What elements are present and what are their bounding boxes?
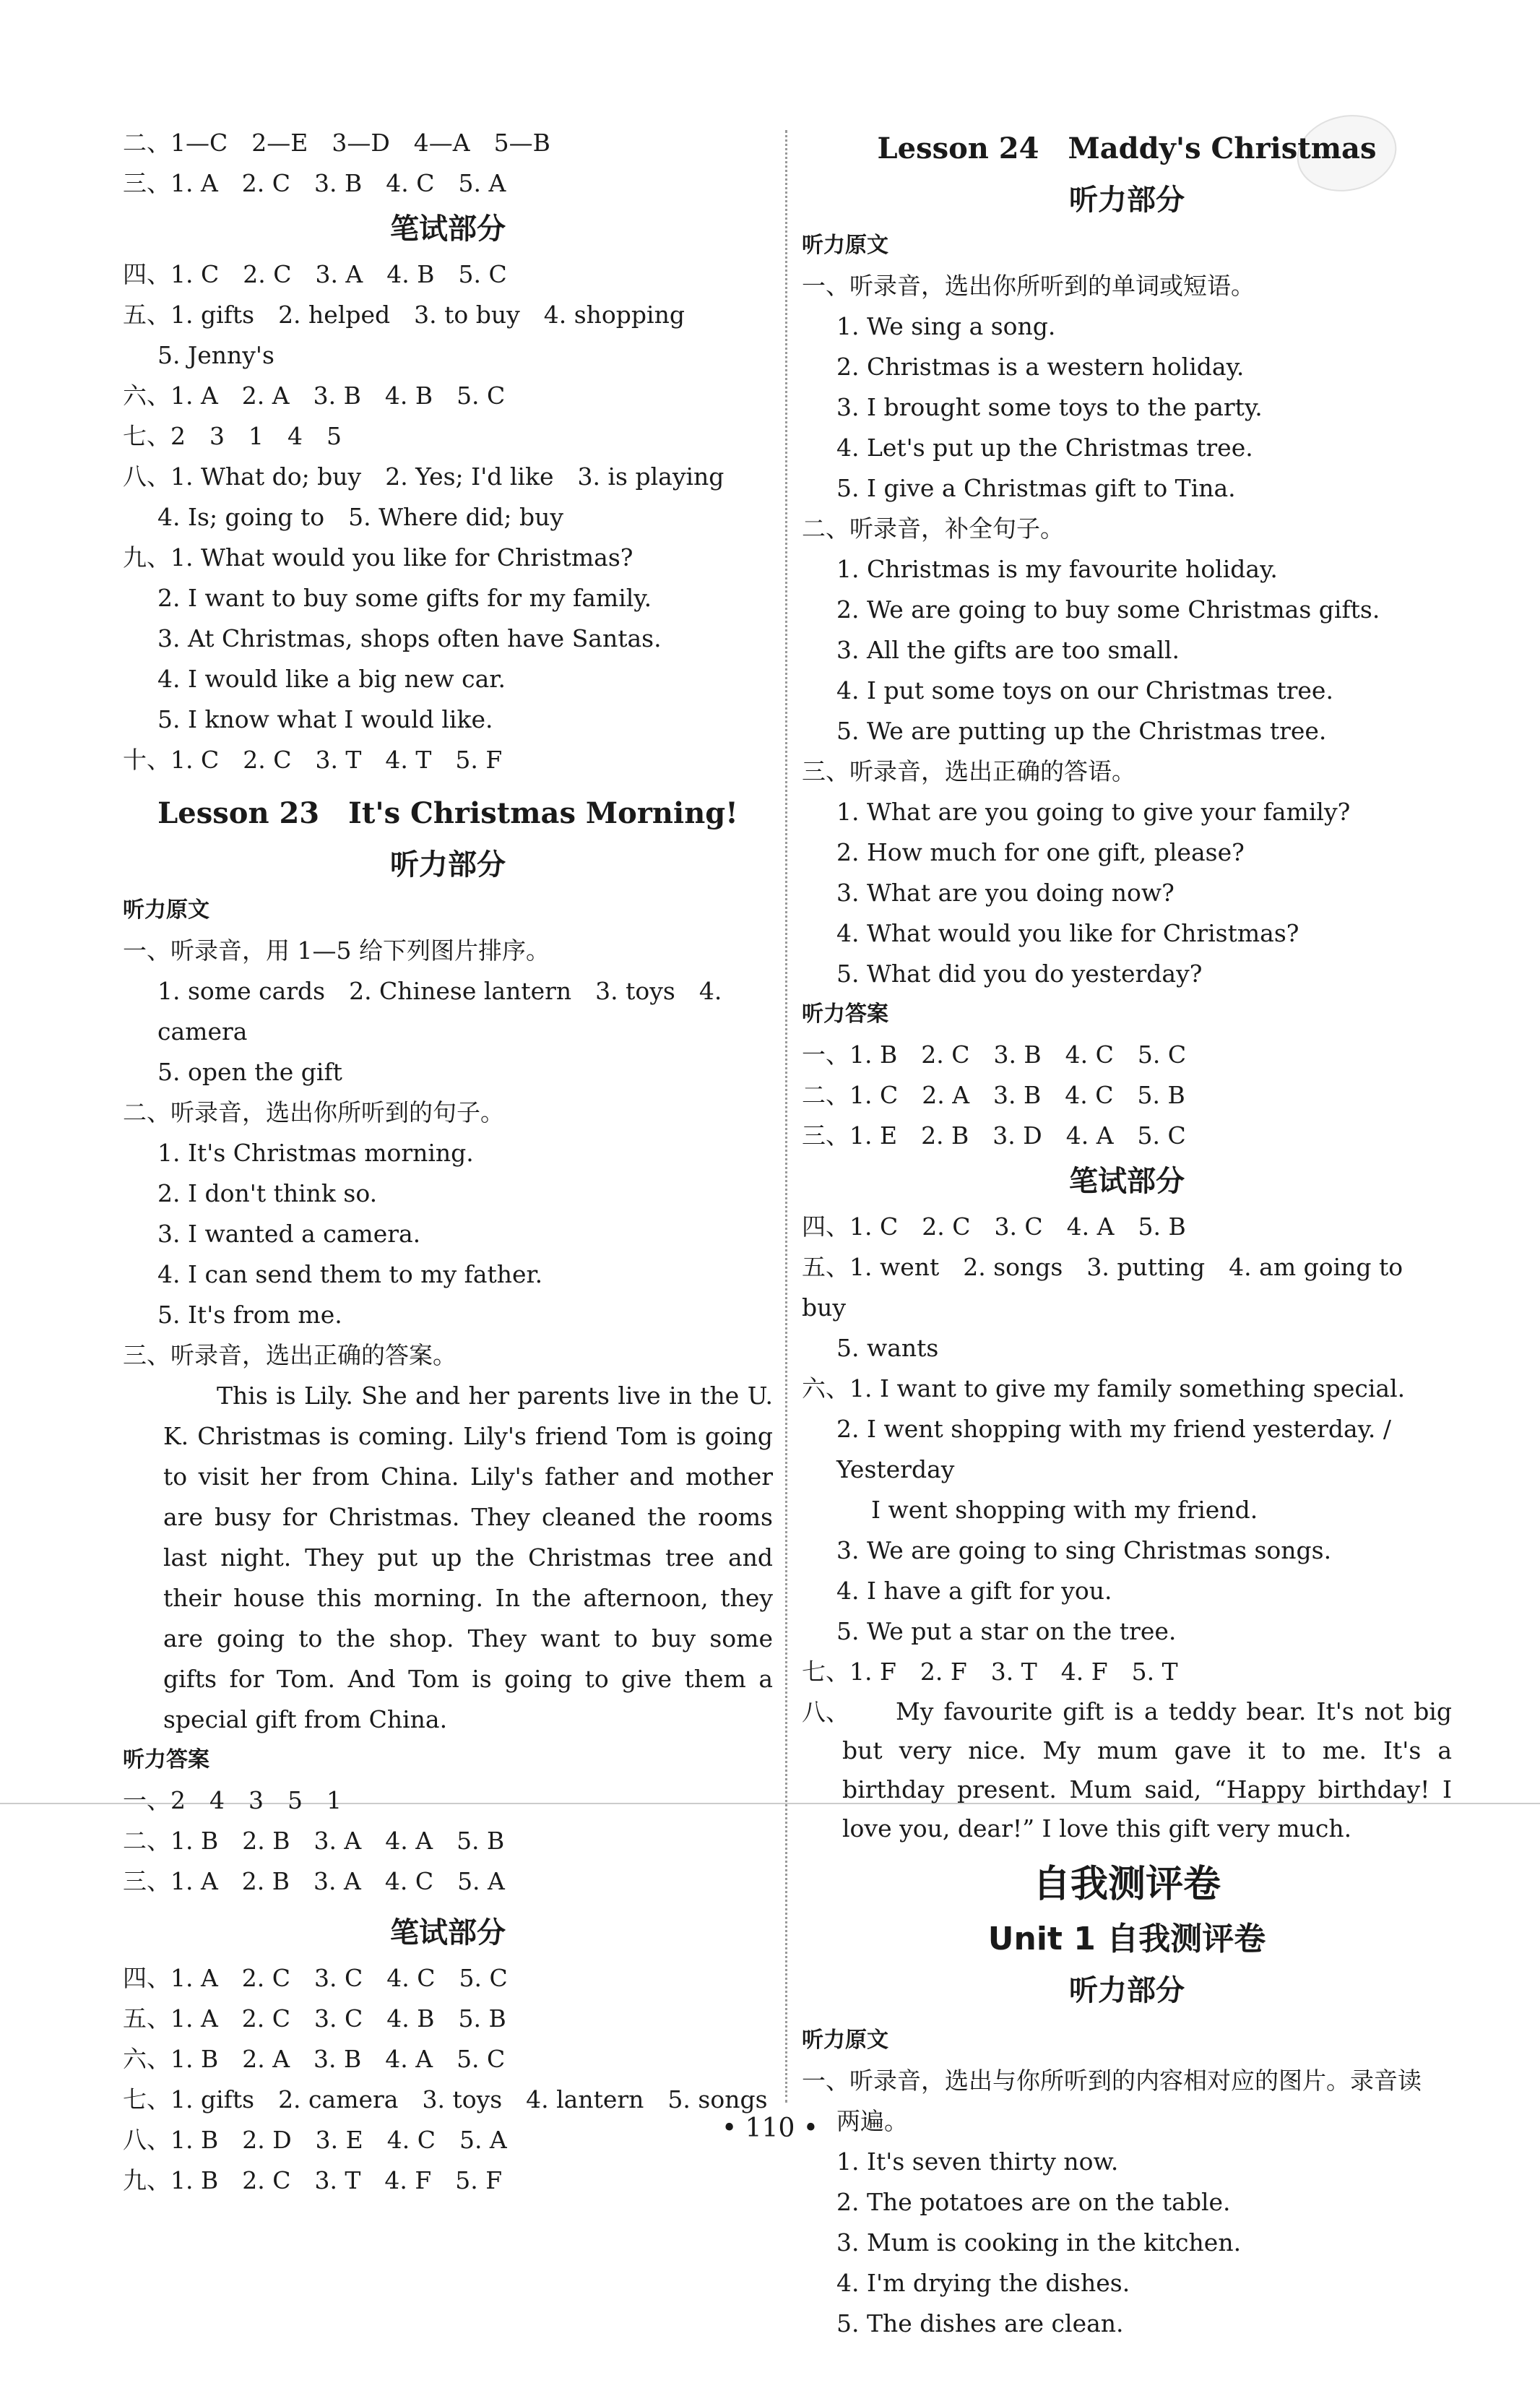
answer-line: 3. At Christmas, shops often have Santas. [157,624,662,652]
listening-answers [802,1035,1452,1156]
transcript-line: 3. I wanted a camera. [157,1220,421,1248]
transcript-line: 1. What are you going to give your family? [836,798,1351,826]
answer-line: 5. Jenny's [157,341,274,369]
answer-line: 2. I want to buy some gifts for my family. [157,584,652,612]
answer-line: 三、1. E 2. B 3. D 4. A 5. C [802,1121,1186,1150]
part8-block [802,1692,1452,1848]
answer-line: 三、1. A 2. B 3. A 4. C 5. A [123,1867,505,1895]
self-test-title: 自我测评卷 [1032,1863,1221,1906]
answer-line: 一、2 4 3 5 1 [123,1786,342,1814]
transcript-line: 5. open the gift [157,1058,342,1086]
transcript-line: 1. Christmas is my favourite holiday. [836,555,1278,583]
page-number: • 110 • [721,2113,819,2143]
part8-passage: My favourite gift is a teddy bear. It's not big but very nice. My mum gave it to me. It's a birthday present. Mum said, “Happy birthday! I love you, dear!” I love this gift very much. [842,1697,1452,1843]
answer-line: 二、1. C 2. A 3. B 4. C 5. B [802,1081,1185,1109]
answer-line: 5. wants [836,1334,939,1362]
transcript-line: 4. Let's put up the Christmas tree. [836,434,1253,462]
answer-line: 六、1. A 2. A 3. B 4. B 5. C [123,382,506,410]
listening-section-heading: 听力部分 [1069,184,1185,217]
answer-line: 六、1. I want to give my family something special. [802,1374,1406,1402]
transcript-part2-title: 二、听录音，选出你所听到的句子。 [123,1098,504,1126]
transcript-line: 2. We are going to buy some Christmas gifts. [836,595,1380,624]
listening-answers [123,1780,773,1902]
transcript-line: 5. What did you do yesterday? [836,960,1203,988]
transcript-part1-title: 一、听录音，用 1—5 给下列图片排序。 [123,936,550,965]
answer-line: 四、1. C 2. C 3. C 4. A 5. B [802,1212,1186,1241]
transcript-line: 2. I don't think so. [157,1179,378,1207]
transcript-line: 2. The potatoes are on the table. [836,2188,1231,2216]
answer-line: 5. We put a star on the tree. [836,1617,1177,1645]
part3-items [802,792,1452,994]
answer-line: 九、1. B 2. C 3. T 4. F 5. F [123,2166,503,2194]
transcript-line: 1. some cards 2. Chinese lantern 3. toys 4. camera [157,977,730,1046]
transcript-line: 5. The dishes are clean. [836,2309,1124,2337]
answer-line: 5. I know what I would like. [157,705,493,733]
answer-line: 七、1. F 2. F 3. T 4. F 5. T [802,1658,1178,1686]
answer-line: 3. We are going to sing Christmas songs. [836,1536,1332,1564]
transcript-part2-items [123,1133,773,1335]
answer-line: 二、1—C 2—E 3—D 4—A 5—B [123,129,550,157]
answer-line: 八、1. What do; buy 2. Yes; I'd like 3. is playing [123,462,724,491]
part2-title: 二、听录音，补全句子。 [802,514,1064,543]
transcript-line: 1. It's seven thirty now. [836,2147,1119,2176]
answer-line: 六、1. B 2. A 3. B 4. A 5. C [123,2045,506,2073]
listening-answers-label: 听力答案 [802,1001,888,1027]
part2-items [802,549,1452,751]
written-section-heading: 笔试部分 [390,212,506,246]
answer-line: 一、1. B 2. C 3. B 4. C 5. C [802,1040,1187,1069]
listening-section-heading: 听力部分 [390,848,506,882]
right-column [802,123,1452,2344]
answer-line: I went shopping with my friend. [871,1496,1258,1524]
transcript-passage: This is Lily. She and her parents live in the U. K. Christmas is coming. Lily's friend Tom is going to visit her from China. Lily's father and mother are busy for Christmas. They cleaned the rooms last night. They put up the Christmas tree and their house this morning. In the afternoon, they are going to the shop. They want to buy some gifts for Tom. And Tom is going to give them a special gift from China. [163,1382,773,1733]
transcript-line: 4. I put some toys on our Christmas tree. [836,676,1333,704]
answer-line: 五、1. gifts 2. helped 3. to buy 4. shopping [123,301,685,329]
answer-line: 七、2 3 1 4 5 [123,422,342,450]
written-answers-2 [123,1958,773,2201]
unit1-part1-items [802,2142,1452,2344]
answer-line: 四、1. A 2. C 3. C 4. C 5. C [123,1964,508,1992]
listening-answers-label: 听力答案 [123,1747,209,1772]
part1-items [802,306,1452,509]
written-answers [123,254,773,780]
left-column [123,123,773,2201]
answer-line: 七、1. gifts 2. camera 3. toys 4. lantern 5. songs [123,2085,768,2113]
answer-line: 五、1. went 2. songs 3. putting 4. am going to buy [802,1253,1411,1322]
transcript-part1-items [123,971,773,1093]
top-answers [123,123,773,204]
lesson-24-title: Lesson 24 Maddy's Christmas [877,132,1377,165]
part8-label: 八、 [802,1698,849,1726]
lesson-23-title: Lesson 23 It's Christmas Morning! [157,796,738,830]
answer-line: 九、1. What would you like for Christmas? [123,543,633,572]
answer-line: 五、1. A 2. C 3. C 4. B 5. B [123,2004,506,2033]
unit1-part1-title: 一、听录音，选出与你所听到的内容相对应的图片。录音读 [802,2067,1422,2095]
transcript-line: 3. I brought some toys to the party. [836,393,1263,421]
transcript-line: 5. I give a Christmas gift to Tina. [836,474,1236,502]
column-divider [785,130,787,2103]
unit1-title: Unit 1 自我测评卷 [987,1921,1266,1957]
transcript-line: 1. It's Christmas morning. [157,1139,474,1167]
answer-line: 4. I have a gift for you. [836,1577,1112,1605]
transcript-line: 4. I can send them to my father. [157,1260,543,1288]
answer-line: 十、1. C 2. C 3. T 4. T 5. F [123,746,503,774]
transcript-line: 3. Mum is cooking in the kitchen. [836,2228,1242,2257]
transcript-line: 2. How much for one gift, please? [836,838,1245,866]
transcript-line: 5. It's from me. [157,1301,342,1329]
transcript-line: 4. What would you like for Christmas? [836,919,1299,947]
transcript-line: 3. All the gifts are too small. [836,636,1180,664]
transcript-part3-title: 三、听录音，选出正确的答案。 [123,1341,457,1369]
unit1-part1-title-cont: 两遍。 [836,2107,908,2135]
written-section-heading: 笔试部分 [1069,1165,1185,1198]
answer-line: 八、1. B 2. D 3. E 4. C 5. A [123,2126,507,2154]
transcript-line: 5. We are putting up the Christmas tree. [836,717,1327,745]
transcript-line: 1. We sing a song. [836,312,1056,340]
part1-title: 一、听录音，选出你所听到的单词或短语。 [802,272,1255,300]
transcript-line: 3. What are you doing now? [836,879,1175,907]
answer-line: 4. Is; going to 5. Where did; buy [157,503,563,531]
transcript-line: 4. I'm drying the dishes. [836,2269,1130,2297]
written-section-heading-2: 笔试部分 [390,1916,506,1949]
answer-line: 4. I would like a big new car. [157,665,506,693]
transcript-label: 听力原文 [802,233,888,258]
transcript-line: 2. Christmas is a western holiday. [836,353,1245,381]
answer-line: 二、1. B 2. B 3. A 4. A 5. B [123,1827,505,1855]
answer-line: 四、1. C 2. C 3. A 4. B 5. C [123,260,507,288]
unit1-listening-heading: 听力部分 [1069,1974,1185,2007]
written-answers [802,1207,1452,1692]
transcript-label: 听力原文 [123,897,209,923]
answer-line: 三、1. A 2. C 3. B 4. C 5. A [123,169,506,197]
answer-line: 2. I went shopping with my friend yesterday. / Yesterday [836,1415,1399,1483]
part3-title: 三、听录音，选出正确的答语。 [802,757,1135,785]
unit1-transcript-label: 听力原文 [802,2028,888,2053]
